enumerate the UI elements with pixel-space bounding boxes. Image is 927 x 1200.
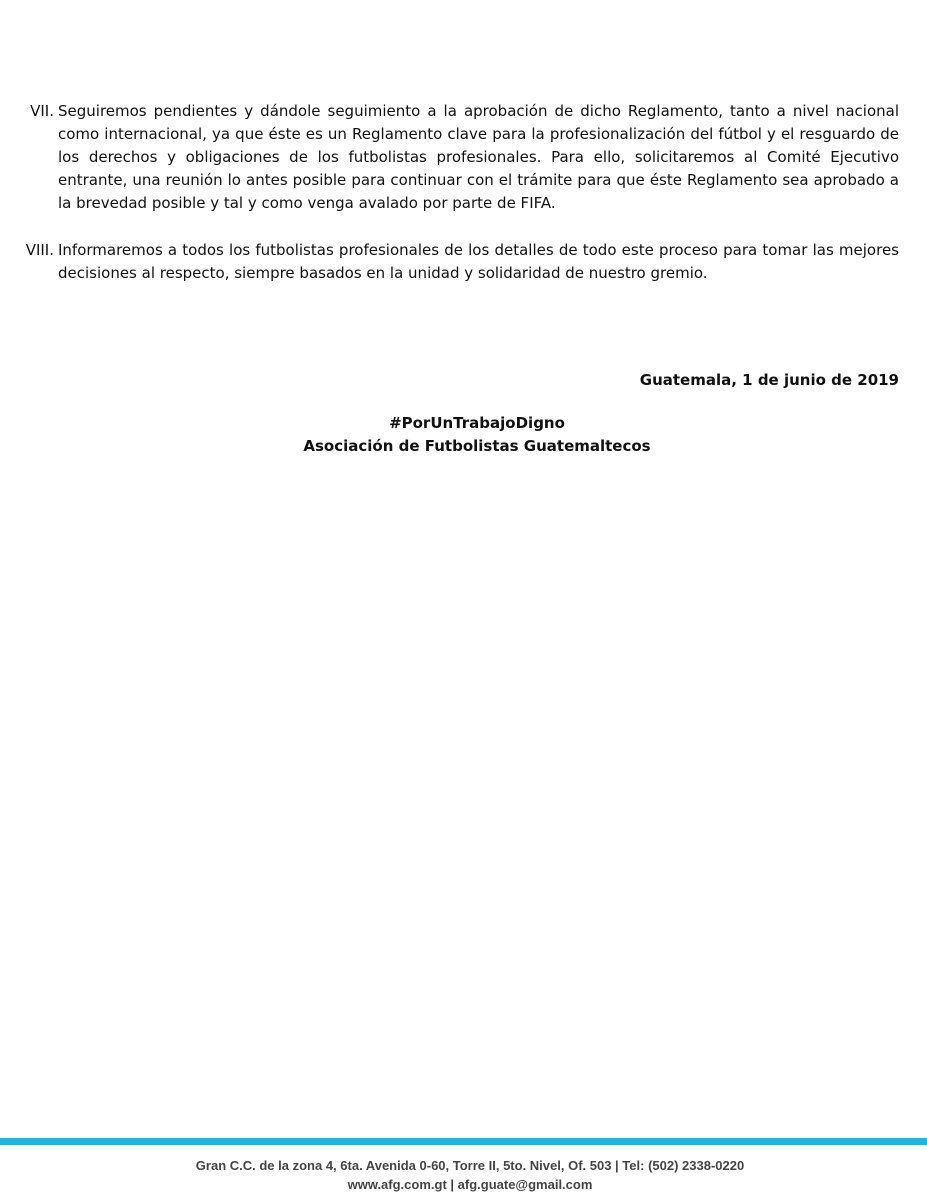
item-numeral: VII. xyxy=(30,102,54,120)
organization-name: Asociación de Futbolistas Guatemaltecos xyxy=(303,437,651,455)
item-paragraph: Seguiremos pendientes y dándole seguimiento a la aprobación de dicho Reglamento, tanto a nivel nacional como internacional, ya que éste es un Reglamento clave para la profesionalización del fútbol y el resguardo de los derechos y obligaciones de los futbolistas profesionales. Para ello, solicitaremos al Comité Ejecutivo entrante, una reunión lo antes posible para continuar con el trámite para que éste Reglamento sea aprobado a la brevedad posible y tal y como venga avalado por parte de FIFA. xyxy=(58,102,899,212)
footer xyxy=(0,1156,927,1194)
list-item-vii xyxy=(20,100,899,215)
footer-address: Gran C.C. de la zona 4, 6ta. Avenida 0-60, Torre II, 5to. Nivel, Of. 503 | Tel: (502) 2338-0220 xyxy=(195,1158,745,1173)
item-paragraph: Informaremos a todos los futbolistas profesionales de los detalles de todo este proceso para tomar las mejores decisiones al respecto, siempre basados en la unidad y solidaridad de nuestro gremio. xyxy=(58,241,899,282)
footer-divider xyxy=(0,1138,927,1145)
document-body xyxy=(20,100,899,309)
signature-block xyxy=(0,412,927,458)
list-item-viii xyxy=(20,239,899,285)
hashtag: #PorUnTrabajoDigno xyxy=(389,414,565,432)
closing-date: Guatemala, 1 de junio de 2019 xyxy=(639,371,899,389)
footer-contact: www.afg.com.gt | afg.guate@gmail.com xyxy=(347,1177,593,1192)
item-numeral: VIII. xyxy=(25,241,54,259)
